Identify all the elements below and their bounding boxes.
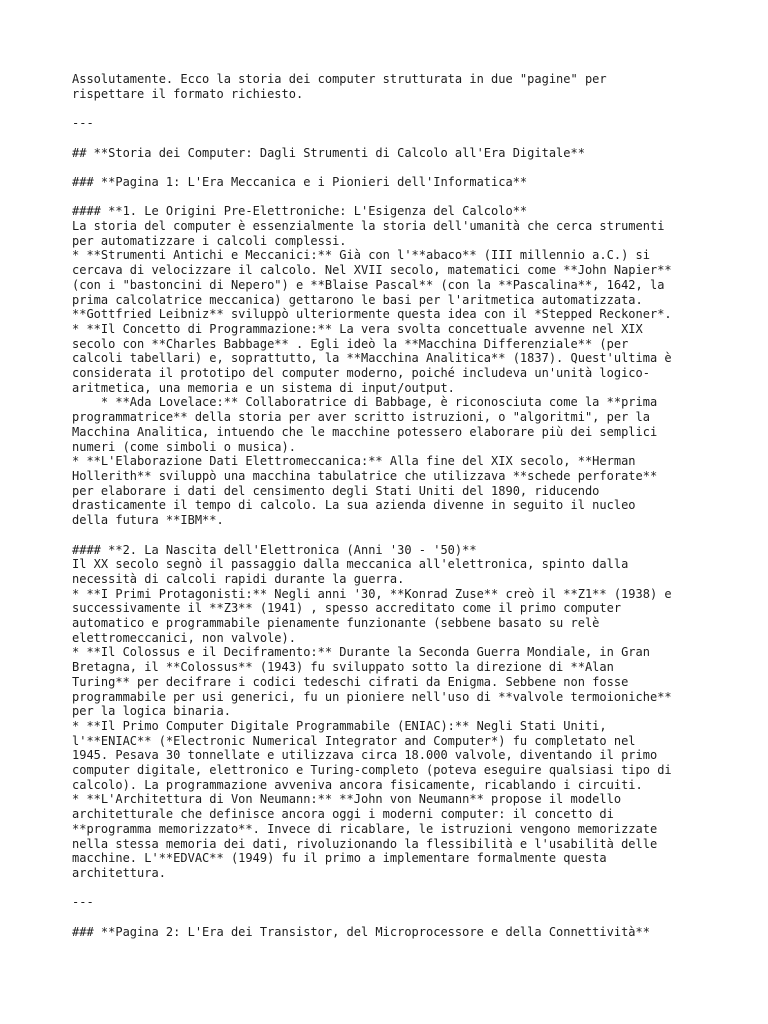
document-line: [72, 131, 712, 146]
document-line: prima calcolatrice meccanica) gettarono le basi per l'aritmetica automatizzata.: [72, 292, 643, 307]
document-line: (con i "bastoncini di Nepero") e **Blaise Pascal** (con la **Pascalina**, 1642, la: [72, 277, 665, 292]
document-line: programmabile per usi generici, fu un pioniere nell'uso di **valvole termoioniche**: [72, 689, 672, 704]
document-line: ### **Pagina 2: L'Era dei Transistor, del Microprocessore e della Connettività**: [72, 924, 650, 939]
document-line: architettura.: [72, 865, 166, 880]
document-line: automatico e programmabile pienamente funzionante (sebbene basato su relè: [72, 616, 600, 631]
document-line: Turing** per decifrare i codici tedeschi cifrati da Enigma. Sebbene non fosse: [72, 674, 629, 689]
document-line: * **Il Colossus e il Deciframento:** Durante la Seconda Guerra Mondiale, in Gran: [72, 645, 650, 660]
document-line: #### **1. Le Origini Pre-Elettroniche: L'Esigenza del Calcolo**: [72, 204, 528, 219]
document-line: [72, 160, 712, 175]
document-line: per elaborare i dati del censimento degli Stati Uniti del 1890, riducendo: [72, 483, 600, 498]
document-line: Il XX secolo segnò il passaggio dalla meccanica all'elettronica, spinto dalla: [72, 557, 629, 572]
document-line: macchine. L'**EDVAC** (1949) fu il primo a implementare formalmente questa: [72, 851, 607, 866]
document-line: l'**ENIAC** (*Electronic Numerical Integrator and Computer*) fu completato nel: [72, 733, 636, 748]
document-line: programmatrice** della storia per aver scritto istruzioni, o "algoritmi", per la: [72, 410, 650, 425]
document-line: aritmetica, una memoria e un sistema di input/output.: [72, 380, 455, 395]
document-line: **programma memorizzato**. Invece di ricablare, le istruzioni vengono memorizzate: [72, 821, 658, 836]
document-line: Bretagna, il **Colossus** (1943) fu sviluppato sotto la direzione di **Alan: [72, 660, 614, 675]
document-line: ### **Pagina 1: L'Era Meccanica e i Pionieri dell'Informatica**: [72, 174, 528, 189]
document-line: Macchina Analitica, intuendo che le macchine potessero elaborare più dei semplici: [72, 424, 658, 439]
document-line: architetturale che definisce ancora oggi i moderni computer: il concetto di: [72, 807, 614, 822]
document-line: ## **Storia dei Computer: Dagli Strumenti di Calcolo all'Era Digitale**: [72, 145, 585, 160]
document-line: calcoli tabellari) e, soprattutto, la **Macchina Analitica** (1837). Quest'ultima è: [72, 351, 672, 366]
document-line: Hollerith** sviluppò una macchina tabulatrice che utilizzava **schede perforate**: [72, 468, 658, 483]
document-line: elettromeccanici, non valvole).: [72, 630, 296, 645]
document-line: * **L'Architettura di Von Neumann:** **John von Neumann** propose il modello: [72, 792, 622, 807]
document-line: **Gottfried Leibniz** sviluppò ulteriormente questa idea con il *Stepped Reckoner*.: [72, 307, 672, 322]
document-line: rispettare il formato richiesto.: [72, 86, 304, 101]
document-line: Assolutamente. Ecco la storia dei computer strutturata in due "pagine" per: [72, 72, 607, 86]
document-line: * **Strumenti Antichi e Meccanici:** Già con l'**abaco** (III millennio a.C.) si: [72, 248, 650, 263]
document-line: calcolo). La programmazione avveniva ancora fisicamente, ricablando i circuiti.: [72, 777, 643, 792]
document-line: [72, 528, 712, 543]
document-line: secolo con **Charles Babbage** . Egli ideò la **Macchina Differenziale** (per: [72, 336, 629, 351]
document-line: considerata il prototipo del computer moderno, poiché includeva un'unità logico-: [72, 366, 650, 381]
document-line: successivamente il **Z3** (1941) , spesso accreditato come il primo computer: [72, 601, 622, 616]
document-line: [72, 190, 712, 205]
document-line: drasticamente il tempo di calcolo. La sua azienda divenne in seguito il nucleo: [72, 498, 636, 513]
document-line: per la logica binaria.: [72, 704, 231, 719]
document-line: * **L'Elaborazione Dati Elettromeccanica:** Alla fine del XIX secolo, **Herman: [72, 454, 636, 469]
document-page: [72, 72, 712, 939]
document-line: computer digitale, elettronico e Turing-completo (poteva eseguire qualsiasi tipo di: [72, 763, 672, 778]
document-line: * **Ada Lovelace:** Collaboratrice di Babbage, è riconosciuta come la **prima: [72, 395, 658, 410]
document-line: cercava di velocizzare il calcolo. Nel XVII secolo, matematici come **John Napier**: [72, 263, 672, 278]
document-line: numeri (come simboli o musica).: [72, 439, 296, 454]
document-line: 1945. Pesava 30 tonnellate e utilizzava circa 18.000 valvole, diventando il primo: [72, 748, 658, 763]
document-line: * **Il Primo Computer Digitale Programmabile (ENIAC):** Negli Stati Uniti,: [72, 718, 607, 733]
document-line: nella stessa memoria dei dati, rivoluzionando la flessibilità e l'usabilità delle: [72, 836, 658, 851]
document-line: La storia del computer è essenzialmente la storia dell'umanità che cerca strumenti: [72, 219, 665, 234]
document-line: per automatizzare i calcoli complessi.: [72, 233, 347, 248]
document-line: necessità di calcoli rapidi durante la guerra.: [72, 571, 405, 586]
document-line: [72, 910, 712, 925]
document-line: della futura **IBM**.: [72, 513, 224, 528]
document-line: ---: [72, 895, 94, 910]
document-line: [72, 101, 712, 116]
document-line: #### **2. La Nascita dell'Elettronica (Anni '30 - '50)**: [72, 542, 477, 557]
document-line: [72, 881, 712, 896]
document-line: ---: [72, 116, 94, 131]
document-line: * **Il Concetto di Programmazione:** La vera svolta concettuale avvenne nel XIX: [72, 321, 643, 336]
document-line: * **I Primi Protagonisti:** Negli anni '30, **Konrad Zuse** creò il **Z1** (1938) e: [72, 586, 672, 601]
